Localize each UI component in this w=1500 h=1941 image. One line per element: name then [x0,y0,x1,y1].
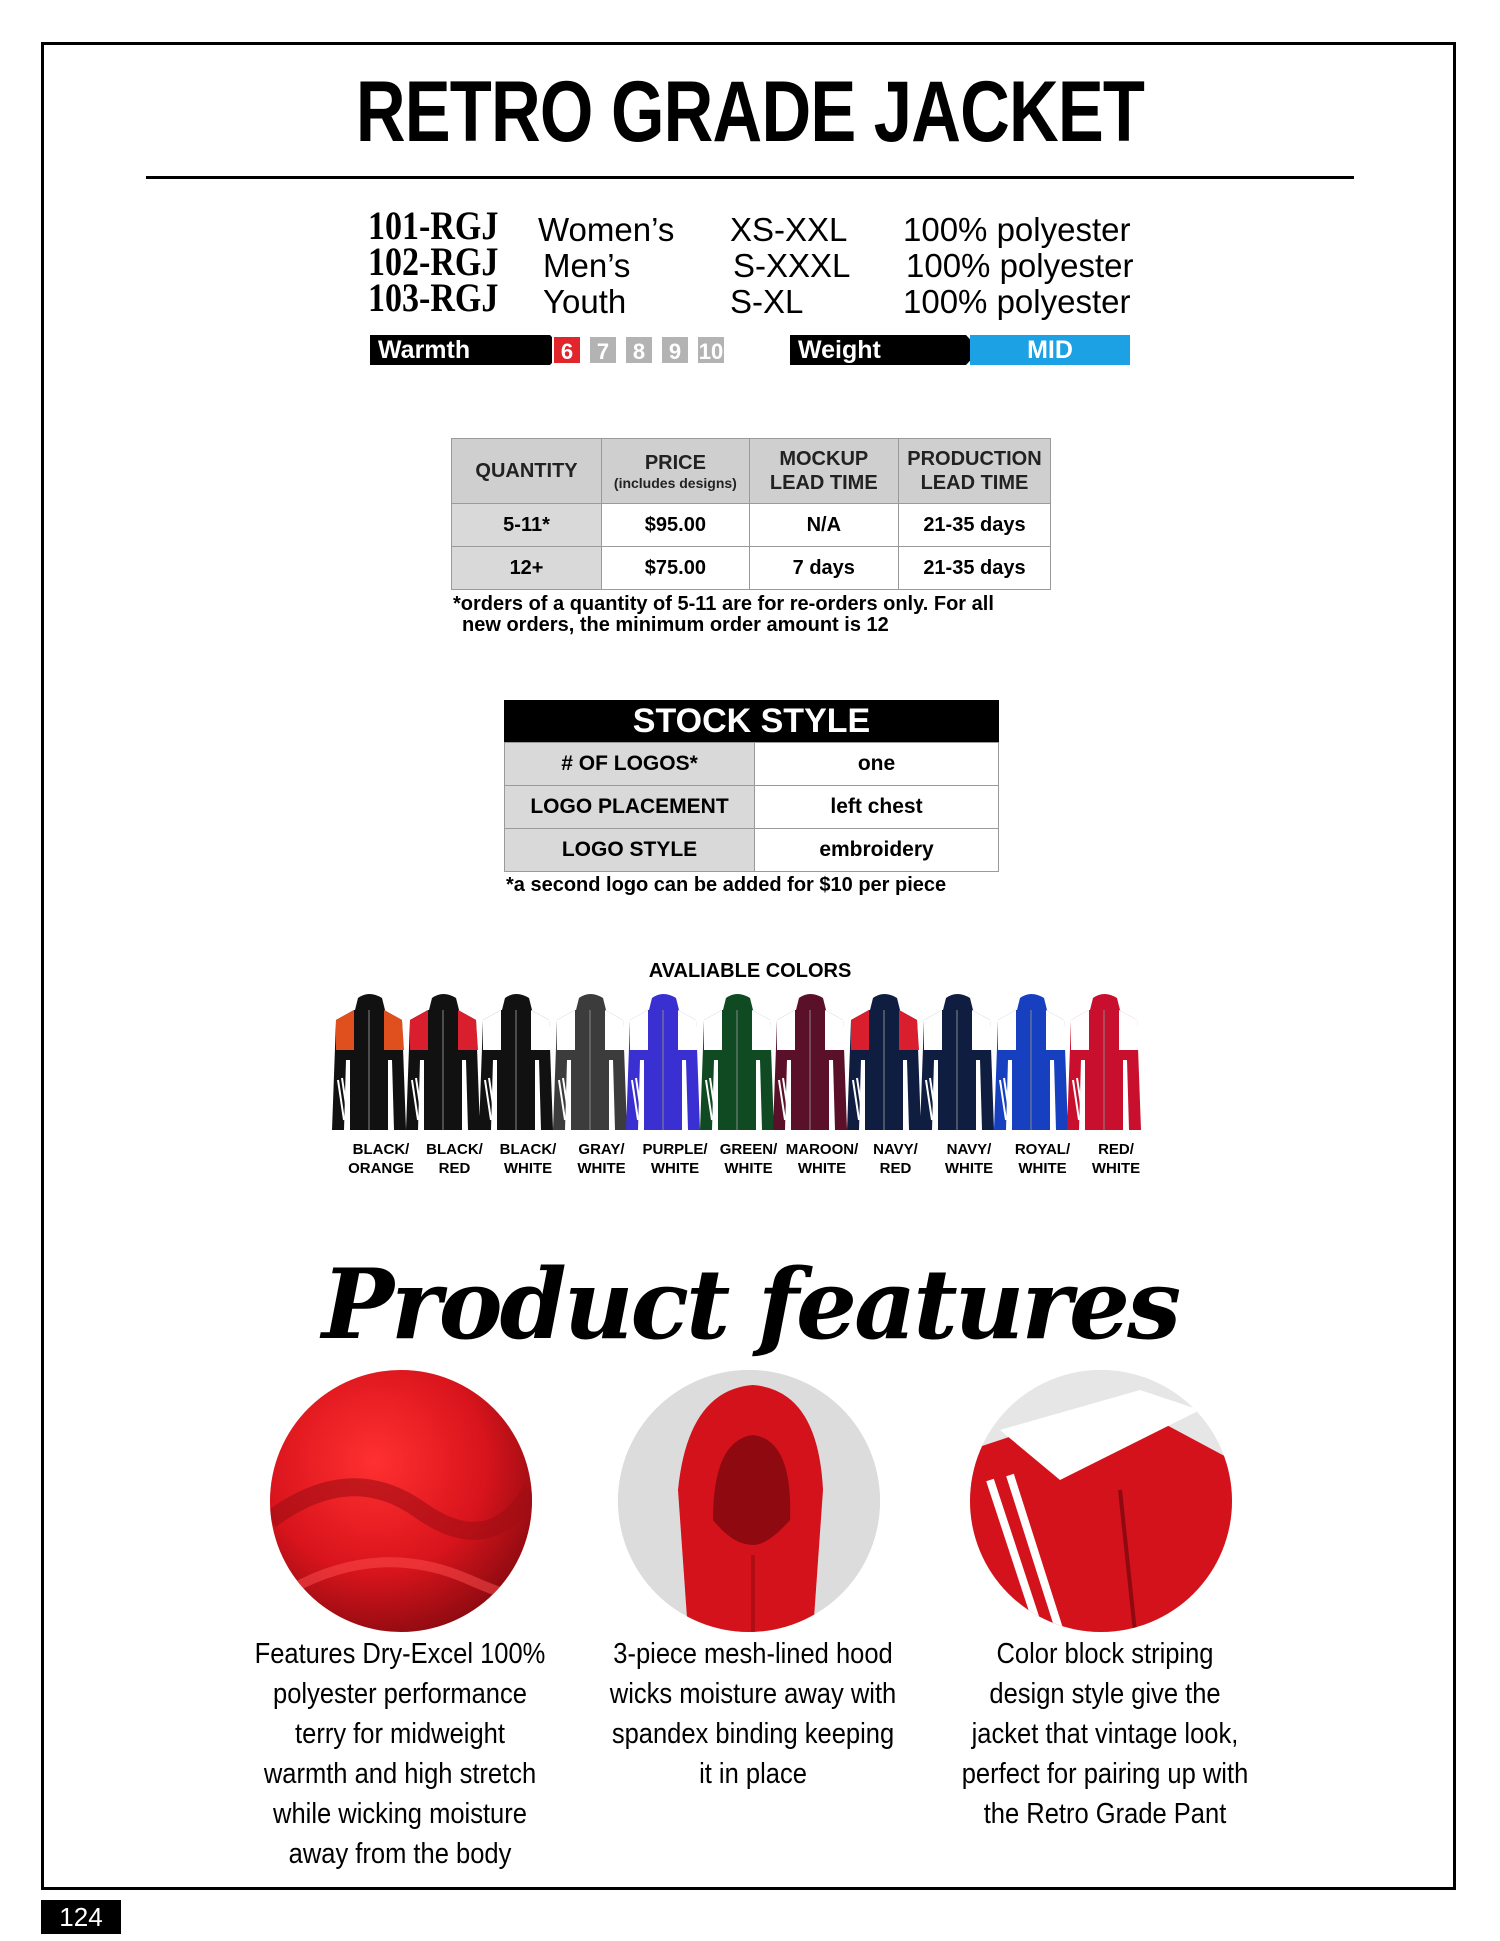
page-number: 124 [41,1900,121,1934]
pricing-header-row [452,439,1051,504]
stock-style-note: *a second logo can be added for $10 per piece [506,874,947,896]
color-label-line2: WHITE [1018,1160,1067,1177]
color-label [417,1140,493,1178]
stock-label: LOGO STYLE [505,829,755,872]
pricing-note [453,594,994,636]
weight-value: MID [970,335,1130,365]
feature-text: Features Dry-Excel 100% polyester performance terry for midweight warmth and high stretch while wicking moisture away from the body [254,1638,546,1870]
color-label-line2: WHITE [503,1160,553,1177]
color-label-line2: WHITE [797,1160,847,1177]
color-label [343,1140,419,1178]
jacket-swatch [477,990,555,1138]
spec-materials [903,212,1133,320]
fabric-closeup-image [270,1370,532,1632]
warmth-level-8: 8 [624,335,654,365]
price-cell: $75.00 [602,547,750,590]
production-cell: 21-35 days [898,547,1050,590]
table-row [505,829,999,872]
color-label [858,1140,934,1178]
pricing-note-line: *orders of a quantity of 5-11 are for re-orders only. For all [453,593,994,615]
price-header-label: PRICE [644,452,706,474]
color-label [931,1140,1007,1178]
color-label-line2: ORANGE [348,1160,414,1177]
quantity-cell: 12+ [452,547,602,590]
product-code: 103-RGJ [368,275,499,320]
hood-closeup-image [618,1370,880,1632]
color-label-line2: WHITE [577,1160,626,1177]
color-label-line2: WHITE [650,1160,700,1177]
color-label [711,1140,787,1178]
color-label-line1: NAVY/ [873,1141,918,1158]
color-label-line2: RED [438,1160,471,1177]
product-code: 102-RGJ [368,239,499,284]
color-label-line1: GREEN/ [719,1141,778,1158]
table-row [452,547,1051,590]
color-label-line1: ROYAL/ [1014,1141,1071,1158]
color-label [564,1140,640,1178]
product-sizes: S-XXXL [733,247,851,284]
feature-text: Color block striping design style give the jacket that vintage look, perfect for pairing up with the Retro Grade Pant [961,1638,1249,1830]
stock-style-title: STOCK STYLE [504,700,999,742]
colors-title: AVALIABLE COLORS [648,960,852,982]
stock-value: left chest [755,786,999,829]
color-label-line1: NAVY/ [946,1141,992,1158]
weight-label: Weight [790,335,966,365]
features-title: Product features [321,1248,1179,1361]
color-label-line1: PURPLE/ [642,1141,708,1158]
product-sizes: XS-XXL [730,211,848,248]
color-label [1078,1140,1154,1178]
jacket-swatch [1065,990,1143,1138]
color-label-line2: RED [879,1160,912,1177]
product-sizes: S-XL [730,283,804,320]
product-code: 101-RGJ [368,203,499,248]
color-label-line2: WHITE [1091,1160,1141,1177]
warmth-level-6: 6 [552,335,582,365]
jacket-swatch [771,990,849,1138]
product-fit: Men’s [543,247,631,284]
spec-fits [538,212,674,320]
jacket-swatch [698,990,776,1138]
color-label-line1: GRAY/ [578,1141,625,1158]
jacket-swatch [404,990,482,1138]
product-fit: Youth [543,283,627,320]
color-label-line1: MAROON/ [785,1141,859,1158]
jacket-swatches [330,990,1170,1138]
color-label-line1: BLACK/ [426,1141,483,1158]
jacket-swatch [330,990,408,1138]
stock-value: one [755,743,999,786]
feature-text: 3-piece mesh-lined hood wicks moisture away with spandex binding keeping it in place [609,1638,897,1790]
stock-value: embroidery [755,829,999,872]
pricing-note-line: new orders, the minimum order amount is 12 [462,614,889,636]
product-fit: Women’s [538,211,675,248]
price-header [602,439,750,504]
color-label [637,1140,713,1178]
pricing-table [451,438,1051,590]
color-label [1005,1140,1081,1178]
stock-style-table [504,742,999,872]
stock-label: LOGO PLACEMENT [505,786,755,829]
product-material: 100% polyester [903,283,1131,320]
quantity-header: QUANTITY [452,439,602,504]
table-row [505,786,999,829]
color-label [490,1140,566,1178]
table-row [452,504,1051,547]
product-material: 100% polyester [906,247,1134,284]
page-title: RETRO GRADE JACKET [355,64,1145,160]
color-label-line2: WHITE [724,1160,773,1177]
production-cell: 21-35 days [898,504,1050,547]
price-header-sub: (includes designs) [613,475,737,491]
jacket-swatch [992,990,1070,1138]
product-material: 100% polyester [903,211,1131,248]
price-cell: $95.00 [602,504,750,547]
mockup-cell: 7 days [749,547,898,590]
title-divider [146,176,1354,179]
color-label-line1: RED/ [1098,1141,1134,1158]
warmth-level-9: 9 [660,335,690,365]
sleeve-closeup-image [970,1370,1232,1632]
table-row [505,743,999,786]
jacket-swatch [551,990,629,1138]
stock-label: # OF LOGOS* [505,743,755,786]
color-label-line1: BLACK/ [352,1141,410,1158]
jacket-swatch [624,990,702,1138]
color-label-line2: WHITE [944,1160,994,1177]
mockup-header: MOCKUP LEAD TIME [749,439,898,504]
warmth-level-7: 7 [588,335,618,365]
jacket-swatch [845,990,923,1138]
color-label-line1: BLACK/ [499,1141,557,1158]
jacket-swatch [918,990,996,1138]
quantity-cell: 5-11* [452,504,602,547]
color-label [784,1140,860,1178]
production-header: PRODUCTION LEAD TIME [898,439,1050,504]
warmth-label: Warmth [370,335,550,365]
mockup-cell: N/A [749,504,898,547]
spec-codes [368,203,521,320]
warmth-level-10: 10 [696,335,726,365]
spec-sizes [730,212,850,320]
